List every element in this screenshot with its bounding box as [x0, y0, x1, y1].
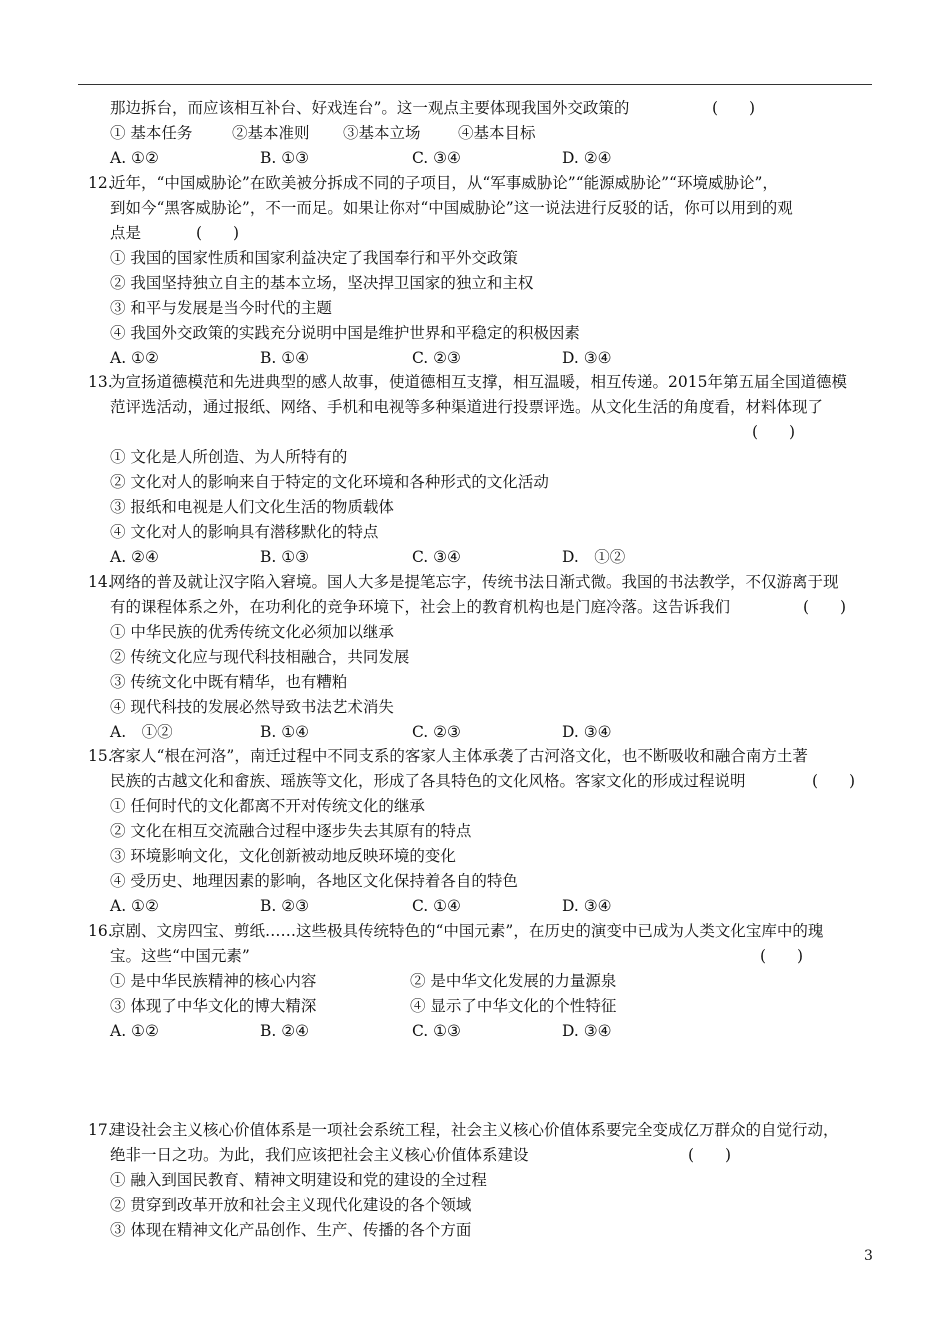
q11-item-1: ① 基本任务	[110, 124, 193, 142]
q16-option-b: B. ②④	[260, 1022, 310, 1040]
q12-option-d: D. ③④	[562, 349, 612, 367]
q14-item-4: ④ 现代科技的发展必然导致书法艺术消失	[110, 698, 394, 716]
q16-item-2: ② 是中华文化发展的力量源泉	[410, 972, 617, 990]
q15-option-b: B. ②③	[260, 897, 310, 915]
q14-item-2: ② 传统文化应与现代科技相融合，共同发展	[110, 648, 410, 666]
q13-item-1: ① 文化是人所创造、为人所特有的	[110, 448, 348, 466]
q15-option-c: C. ①④	[412, 897, 461, 915]
q12-option-a: A. ①②	[110, 349, 159, 367]
q13-answer-paren: ( )	[752, 423, 796, 441]
q16-stem-line-1: 京剧、文房四宝、剪纸……这些极具传统特色的“中国元素”，在历史的演变中已成为人类文化宝库中的瑰	[110, 922, 824, 940]
q11-item-4: ④基本目标	[458, 124, 536, 142]
q12-option-b: B. ①④	[260, 349, 310, 367]
q16-item-4: ④ 显示了中华文化的个性特征	[410, 997, 617, 1015]
q12-item-3: ③ 和平与发展是当今时代的主题	[110, 299, 332, 317]
q11-item-2: ②基本准则	[232, 124, 310, 142]
q17-answer-paren: ( )	[688, 1146, 732, 1164]
header-rule	[78, 84, 872, 85]
q17-number: 17.	[88, 1121, 113, 1139]
q14-option-a: A. ①②	[110, 723, 173, 741]
q16-item-1: ① 是中华民族精神的核心内容	[110, 972, 317, 990]
q13-option-c: C. ③④	[412, 548, 461, 566]
q11-option-d: D. ②④	[562, 149, 612, 167]
q12-item-1: ① 我国的国家性质和国家利益决定了我国奉行和平外交政策	[110, 249, 518, 267]
q15-item-1: ① 任何时代的文化都离不开对传统文化的继承	[110, 797, 425, 815]
q11-answer-paren: ( )	[712, 99, 756, 117]
q13-item-3: ③ 报纸和电视是人们文化生活的物质载体	[110, 498, 394, 516]
q16-option-a: A. ①②	[110, 1022, 159, 1040]
q15-item-2: ② 文化在相互交流融合过程中逐步失去其原有的特点	[110, 822, 472, 840]
q17-item-2: ② 贯穿到改革开放和社会主义现代化建设的各个领域	[110, 1196, 472, 1214]
q13-number: 13.	[88, 373, 113, 391]
q15-item-3: ③ 环境影响文化，文化创新被动地反映环境的变化	[110, 847, 456, 865]
q16-option-d: D. ③④	[562, 1022, 612, 1040]
q15-stem-line-2: 民族的古越文化和畲族、瑶族等文化，形成了各具特色的文化风格。客家文化的形成过程说明	[110, 772, 746, 790]
q12-stem-line-1: 近年，“中国威胁论”在欧美被分拆成不同的子项目，从“军事威胁论”“能源威胁论”“环境威胁论”，	[110, 174, 778, 192]
q13-option-b: B. ①③	[260, 548, 310, 566]
q16-answer-paren: ( )	[760, 947, 804, 965]
q17-item-3: ③ 体现在精神文化产品创作、生产、传播的各个方面	[110, 1221, 472, 1239]
q17-stem-line-2: 绝非一日之功。为此，我们应该把社会主义核心价值体系建设	[110, 1146, 529, 1164]
page-number: 3	[864, 1248, 873, 1264]
q14-number: 14.	[88, 573, 113, 591]
q14-option-b: B. ①④	[260, 723, 310, 741]
q11-option-a: A. ①②	[110, 149, 159, 167]
q12-stem-line-2: 到如今“黑客威胁论”，不一而足。如果让你对“中国威胁论”这一说法进行反驳的话，你可以用到的观	[110, 199, 793, 217]
q13-stem-line-2: 范评选活动，通过报纸、网络、手机和电视等多种渠道进行投票评选。从文化生活的角度看，材料体现了	[110, 398, 824, 416]
q16-item-3: ③ 体现了中华文化的博大精深	[110, 997, 317, 1015]
q14-item-3: ③ 传统文化中既有精华，也有糟粕	[110, 673, 348, 691]
q17-stem-line-1: 建设社会主义核心价值体系是一项社会系统工程，社会主义核心价值体系要完全变成亿万群众的自觉行动，	[110, 1121, 839, 1139]
q16-number: 16.	[88, 922, 113, 940]
q12-item-2: ② 我国坚持独立自主的基本立场，坚决捍卫国家的独立和主权	[110, 274, 534, 292]
q14-answer-paren: ( )	[803, 598, 847, 616]
q13-option-d: D. ①②	[562, 548, 626, 566]
q11-option-c: C. ③④	[412, 149, 461, 167]
q14-item-1: ① 中华民族的优秀传统文化必须加以继承	[110, 623, 394, 641]
q13-stem-line-1: 为宣扬道德模范和先进典型的感人故事，使道德相互支撑，相互温暖，相互传递。2015年第五届全国道德模	[110, 373, 847, 391]
q14-stem-line-1: 网络的普及就让汉字陷入窘境。国人大多是提笔忘字，传统书法日渐式微。我国的书法教学，不仅游离于现	[110, 573, 839, 591]
q15-option-d: D. ③④	[562, 897, 612, 915]
q14-stem-line-2: 有的课程体系之外，在功利化的竞争环境下，社会上的教育机构也是门庭冷落。这告诉我们	[110, 598, 731, 616]
q13-item-2: ② 文化对人的影响来自于特定的文化环境和各种形式的文化活动	[110, 473, 549, 491]
q13-item-4: ④ 文化对人的影响具有潜移默化的特点	[110, 523, 379, 541]
q17-item-1: ① 融入到国民教育、精神文明建设和党的建设的全过程	[110, 1171, 487, 1189]
q15-item-4: ④ 受历史、地理因素的影响，各地区文化保持着各自的特色	[110, 872, 518, 890]
q11-item-3: ③基本立场	[343, 124, 421, 142]
q11-stem-cont: 那边拆台，而应该相互补台、好戏连台”。这一观点主要体现我国外交政策的	[110, 99, 630, 117]
q12-stem-line-3: 点是	[110, 224, 142, 242]
q12-answer-paren: ( )	[196, 224, 240, 242]
q15-option-a: A. ①②	[110, 897, 159, 915]
q16-stem-line-2: 宝。这些“中国元素”	[110, 947, 250, 965]
q11-option-b: B. ①③	[260, 149, 310, 167]
q14-option-c: C. ②③	[412, 723, 461, 741]
q12-item-4: ④ 我国外交政策的实践充分说明中国是维护世界和平稳定的积极因素	[110, 324, 580, 342]
q13-option-a: A. ②④	[110, 548, 159, 566]
q15-answer-paren: ( )	[812, 772, 856, 790]
q15-number: 15.	[88, 747, 113, 765]
q12-number: 12.	[88, 174, 113, 192]
q14-option-d: D. ③④	[562, 723, 612, 741]
q15-stem-line-1: 客家人“根在河洛”，南迁过程中不同支系的客家人主体承袭了古河洛文化，也不断吸收和融合南方土著	[110, 747, 808, 765]
q16-option-c: C. ①③	[412, 1022, 461, 1040]
q12-option-c: C. ②③	[412, 349, 461, 367]
